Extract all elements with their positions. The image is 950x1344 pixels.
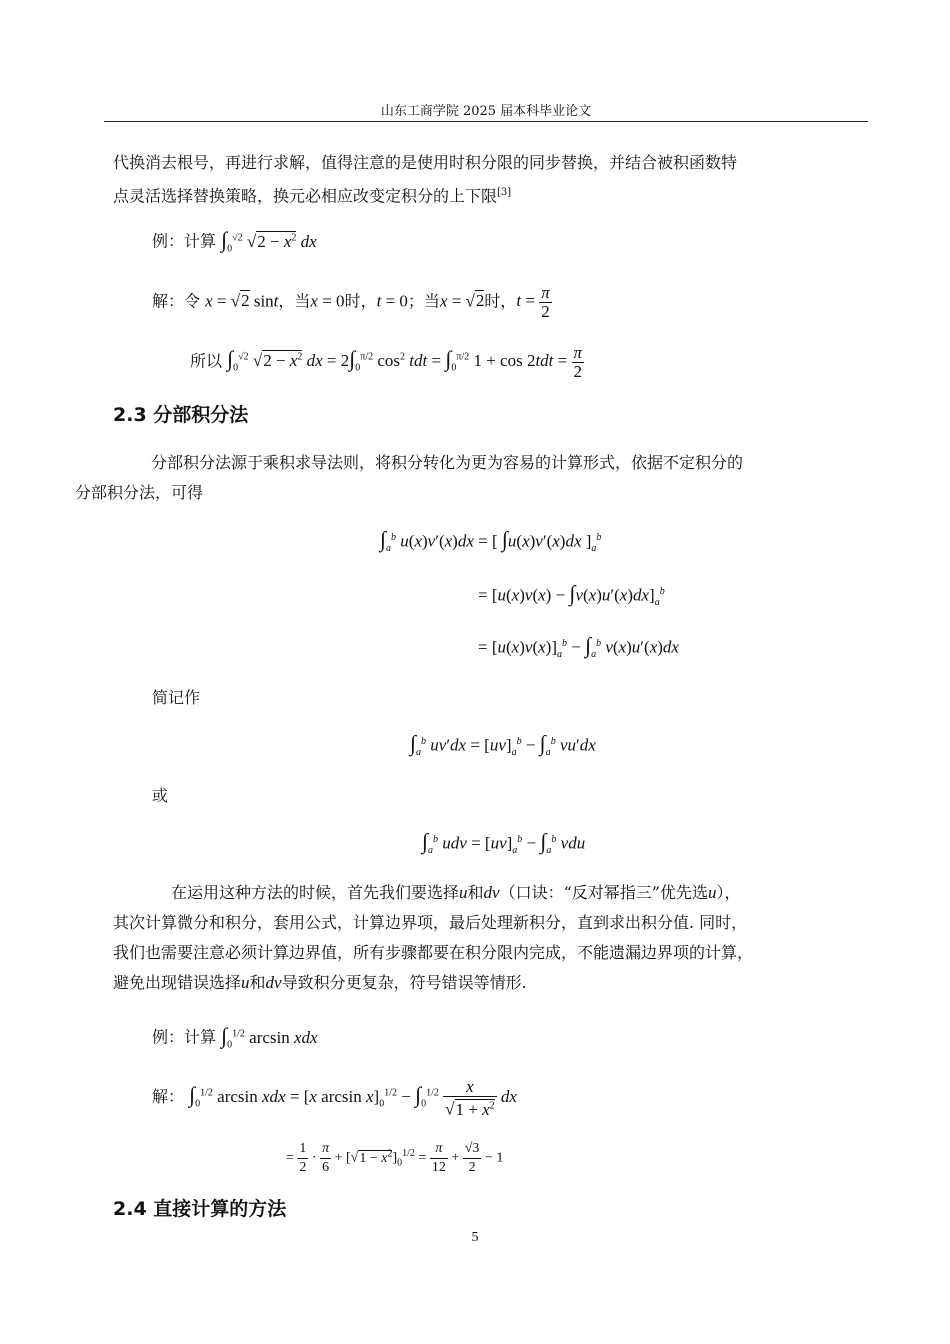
so-label: 所以 [190, 351, 223, 371]
intro-line-1: 代换消去根号，再进行求解，值得注意的是使用时积分限的同步替换，并结合被积函数特 [113, 153, 738, 172]
or-label: 或 [152, 786, 169, 805]
section-2-3-line-1: 分部积分法源于乘积求导法则，将积分转化为更为容易的计算形式，依据不定积分的 [151, 453, 744, 472]
equation-parts-2: = $[u(x)v(x) - \int v(x)u'(x)dx]_a^b$ [478, 580, 665, 609]
example-2-statement: 例：计算 $\int_0^{1/2}$ arcsin xdx [152, 1022, 318, 1051]
solution-2-label: 解： [152, 1087, 185, 1107]
equation-parts-1: $\int_a^b$ u(x)v′(x)dx = [ ∫u(x)v′(x)dx ]$_a^b$ [380, 526, 602, 555]
page-number: 5 [471, 1230, 479, 1245]
section-heading-2-4: 2.4 直接计算的方法 [113, 1198, 287, 1220]
solution-1-label: 解：令 [152, 291, 201, 311]
intro-line-2: 点灵活选择替换策略，换元必相应改变定积分的上下限 [113, 186, 498, 206]
example-1-result: 所以 $\int_0^{√2}$ $√2 - x^2$ dx = $2\int_0^{\pi/2}$ $\cos^2$ tdt = $\int_0^{\pi/2}$ 1 + cos 2tdt = $\frac{\pi}{2}$ [190, 343, 583, 381]
running-header: 山东工商学院 2025 届本科毕业论文 [380, 104, 592, 119]
section-2-3-line-2: 分部积分法，可得 [75, 483, 204, 502]
section-2-3-intro [75, 448, 863, 508]
example-1-solution: 解：令 x = √2 sint，当x = 0时，t = 0；当x = √2时，t = $\frac{\pi}{2}$ [152, 283, 550, 321]
header-rule [104, 121, 868, 122]
method-paragraph: 在运用这种方法的时候，首先我们要选择u和dv（口诀：“反对幂指三”优先选u）， 其次计算微分和积分，套用公式，计算边界项，最后处理新积分，直到求出积分值. 同时， 我们也需要注意必须计算边界值，所有步骤都要在积分限内完成，不能遗漏边界项的计算， 避免出现错误选择u和dv导致积分更复杂，符号错误等情形. [113, 883, 754, 992]
section-heading-2-3: 2.3 分部积分法 [113, 404, 249, 426]
equation-short-form-1: $\int_a^b$ $uv'dx = [uv]_a^b - \int_a^b$ vu′dx [410, 730, 596, 759]
equation-parts-3: = $[u(x)v(x)]_a^b - \int_a^b$ v(x)u′(x)dx [478, 632, 679, 661]
equation-short-form-2: $\int_a^b$ udv = $[uv]_a^b - \int_a^b$ vdu [422, 828, 586, 857]
example-2-label: 例：计算 [152, 1027, 217, 1047]
example-1-integral: $\int_0^{√2}$ $√2 - x^2$ dx [221, 226, 317, 255]
example-2-solution: 解： $\int_0^{1/2}$ arcsin xdx = [x $\arcsin x]_0^{1/2} - \int_0^{1/2}$ $\frac{x}{√1 + x^2}$ dx [152, 1077, 517, 1119]
intro-paragraph [113, 148, 863, 211]
example-2-result: = $\frac{1}{2}$ · $\frac{\pi}{6}$ + $[√1 - x^2]_0^{1/2}$ = $\frac{\pi}{12}$ + $\frac{√3}{2}$ − 1 [286, 1141, 504, 1175]
citation-ref: [3] [497, 187, 512, 198]
example-1-label: 例：计算 [152, 231, 217, 251]
short-form-label: 简记作 [152, 688, 201, 707]
example-1-statement [152, 226, 317, 261]
